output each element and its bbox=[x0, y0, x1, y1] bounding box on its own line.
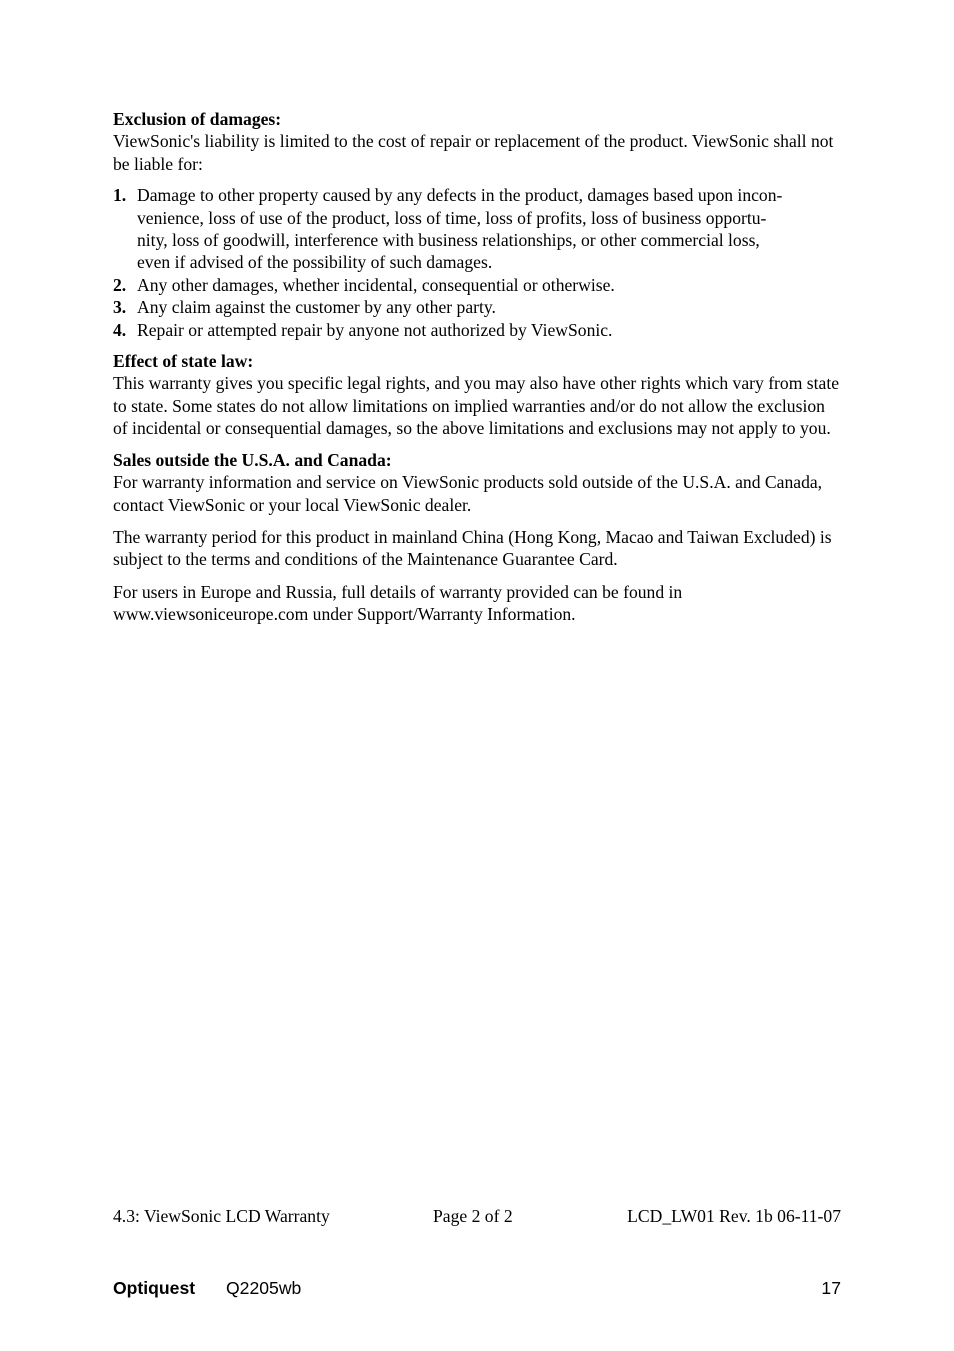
list-item bbox=[113, 296, 843, 318]
list-item bbox=[113, 319, 843, 341]
europe-line-2: www.viewsoniceurope.com under Support/Warranty Information. bbox=[113, 604, 576, 625]
europe-line-1: For users in Europe and Russia, full details of warranty provided can be found in bbox=[113, 581, 683, 602]
list-item-number: 2. bbox=[113, 274, 127, 295]
page-number: 17 bbox=[821, 1278, 841, 1298]
list-item-number: 1. bbox=[113, 185, 127, 206]
list-item-number: 4. bbox=[113, 319, 127, 340]
list-item bbox=[113, 184, 843, 274]
brand-name: Optiquest bbox=[113, 1278, 196, 1298]
exclusion-list bbox=[113, 184, 843, 341]
state-law-body: This warranty gives you specific legal rights, and you may also have other rights which vary from state to state. Some states do not allow limitations on implied warranties and/or do not allow the exclusion of incidental or consequential damages, so the above limitations and exclusions may not apply to you. bbox=[113, 373, 840, 439]
doc-footer-revision: LCD_LW01 Rev. 1b 06-11-07 bbox=[627, 1206, 841, 1226]
list-item bbox=[113, 274, 843, 296]
exclusion-intro: ViewSonic's liability is limited to the cost of repair or replacement of the product. ViewSonic shall not be liable for: bbox=[113, 131, 834, 174]
exclusion-heading: Exclusion of damages: bbox=[113, 109, 282, 129]
state-law-heading: Effect of state law: bbox=[113, 351, 254, 372]
list-item-text: Any claim against the customer by any other party. bbox=[137, 297, 496, 318]
page-footer bbox=[113, 1276, 841, 1300]
list-item-number: 3. bbox=[113, 297, 127, 318]
warranty-content bbox=[113, 108, 843, 626]
list-item-text: Any other damages, whether incidental, consequential or otherwise. bbox=[137, 274, 615, 295]
europe-warranty-body bbox=[113, 581, 843, 626]
doc-footer-title: 4.3: ViewSonic LCD Warranty bbox=[113, 1206, 330, 1226]
list-item-text: Damage to other property caused by any defects in the product, damages based upon incon- venience, loss of use of the product, loss of time, loss of profits, loss of business opportu- nity, loss of goodwill, interference with business relationships, or other commercial loss, even if advised of the possibility of such damages. bbox=[137, 185, 783, 273]
outside-usa-heading: Sales outside the U.S.A. and Canada: bbox=[113, 449, 392, 470]
china-warranty-body: The warranty period for this product in mainland China (Hong Kong, Macao and Taiwan Excluded) is subject to the terms and conditions of the Maintenance Guarantee Card. bbox=[113, 526, 832, 570]
outside-usa-body: For warranty information and service on ViewSonic products sold outside of the U.S.A. and Canada, contact ViewSonic or your local ViewSonic dealer. bbox=[113, 472, 823, 515]
doc-footer-page: Page 2 of 2 bbox=[433, 1206, 513, 1226]
model-number: Q2205wb bbox=[226, 1278, 302, 1298]
list-item-text: Repair or attempted repair by anyone not authorized by ViewSonic. bbox=[137, 319, 613, 340]
